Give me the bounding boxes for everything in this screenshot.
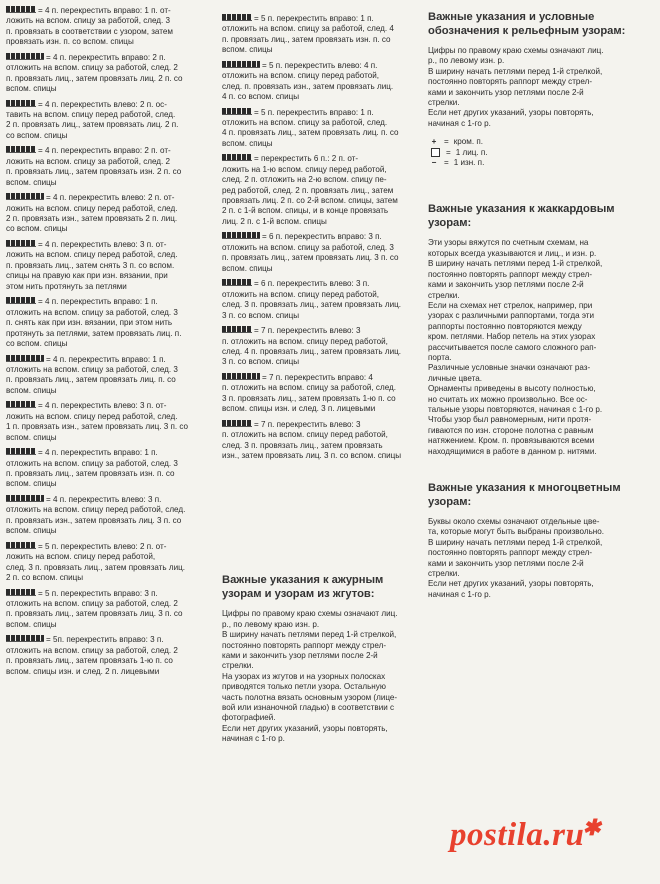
entry-text: ложить на вспом. спицу за работой, след. 2 xyxy=(6,156,171,166)
entry-text: = 4 п. перекрестить вправо: 1 п. xyxy=(38,448,158,458)
entry-text: ложить на вспом. спицу перед работой, след. xyxy=(6,411,178,421)
cable-symbol-entry xyxy=(6,146,210,188)
paragraph xyxy=(222,630,418,672)
paragraph xyxy=(428,384,652,415)
entry-text: отложить на вспом. спицу перед работой, xyxy=(222,289,380,299)
entry-text: = 4 п. перекрестить влево: 3 п. от- xyxy=(38,240,167,250)
entry-text: = 7 п. перекрестить влево: 3 xyxy=(254,326,361,336)
knit-cable-symbol-icon xyxy=(6,589,36,596)
entry-text: = 5 п. перекрестить влево: 4 п. xyxy=(262,60,378,70)
knit-cable-symbol-icon xyxy=(222,154,252,161)
entry-text: лиц. 2 п. с 1-й вспом. спицы xyxy=(222,216,327,226)
entry-text: отложить на вспом. спицу за работой, след. 2 xyxy=(6,63,178,73)
entry-text: = 4 п. перекрестить влево: 3 п. от- xyxy=(38,401,167,411)
knit-cable-symbol-icon xyxy=(6,542,36,549)
entry-text: п. провязать лиц., затем провязать изн. п. со xyxy=(222,34,391,44)
equals-sign: = xyxy=(444,137,449,147)
entry-text: след. 3 п. провязать лиц., затем провязать xyxy=(222,440,383,450)
knit-cable-symbol-icon xyxy=(222,326,252,333)
column-cable-legend-2 xyxy=(222,14,418,884)
text-line: начиная с 1-го р. xyxy=(222,734,285,744)
entry-text: вспом. спицы xyxy=(6,619,57,629)
text-line: Цифры по правому краю схемы означают лиц. xyxy=(428,46,604,55)
text-line: натяжением. Кром. п. провязываются всеми xyxy=(428,436,595,446)
purl-stitch-icon: − xyxy=(431,158,437,168)
text-line: которых всегда указываются и лиц., и изн. р. xyxy=(428,248,597,258)
section-heading xyxy=(222,573,418,601)
text-line: приводятся только петли узора. Остальную xyxy=(222,682,386,692)
entry-text: п. провязать лиц., затем провязать лиц. 3 п. со xyxy=(222,253,399,263)
entry-text: = 4 п. перекрестить вправо: 1 п. от- xyxy=(38,6,171,15)
paragraph xyxy=(428,301,652,363)
knit-cable-symbol-icon xyxy=(6,297,36,304)
entry-text: 3 п. со вспом. спицы xyxy=(222,357,300,367)
entry-text: = 4 п. перекрестить вправо: 1 п. xyxy=(38,297,158,307)
entry-text: вспом. спицы xyxy=(222,138,273,148)
watermark-logo xyxy=(450,815,601,854)
text-line: Если нет других указаний, узоры повторять, xyxy=(428,108,594,118)
paragraph xyxy=(428,517,652,538)
cable-symbol-entry xyxy=(6,53,210,95)
text-line: стрелки. xyxy=(428,569,460,579)
knit-cable-symbol-icon xyxy=(6,635,44,642)
column-instructions xyxy=(428,10,652,884)
relief-legend xyxy=(428,137,652,168)
text-line: но считать их можно произвольно. Все ос- xyxy=(428,394,588,404)
entry-text: след. 4 п. провязать лиц., затем провязать лиц. xyxy=(222,346,402,356)
knit-cable-symbol-icon xyxy=(222,232,260,239)
text-line: Эти узоры вяжутся по счетным схемам, на xyxy=(428,238,589,248)
entry-text: отложить на вспом. спицу за работой, след. 2 xyxy=(6,598,178,608)
text-line: ками и закончить узор петлями после 2-й xyxy=(428,87,584,97)
text-line: В ширину начать петлями перед 1-й стрелкой, xyxy=(428,66,603,76)
entry-text: вспом. спицы xyxy=(6,385,57,395)
cable-symbol-entry xyxy=(6,589,210,631)
cable-symbol-entry xyxy=(6,100,210,142)
paragraph xyxy=(222,609,418,630)
cable-symbol-entry xyxy=(222,61,418,103)
entry-text: 2 п. провязать лиц., затем провязать лиц. 2 п. xyxy=(6,120,179,130)
entry-text: п. отложить на вспом. спицу за работой, след. xyxy=(222,383,396,393)
knit-cable-symbol-icon xyxy=(222,61,260,68)
entry-text: тавить на вспом. спицу перед работой, след. xyxy=(6,110,176,120)
paragraph xyxy=(428,415,652,457)
entry-text: 3 п. провязать лиц., затем провязать 1-ю п. со xyxy=(222,393,396,403)
entry-text: = 6 п. перекрестить влево: 3 п. xyxy=(254,279,370,289)
text-line: постоянно повторять раппорт между стрел- xyxy=(428,548,593,558)
legend-text: 1 лиц. п. xyxy=(455,147,488,157)
paragraph xyxy=(428,363,652,384)
text-line: раппорты постоянно повторяются между xyxy=(428,321,582,331)
entry-text: п. провязать лиц., затем провязать 1-ю п. со xyxy=(6,656,173,666)
entry-text: 2 п. провязать изн., затем провязать 2 п. лиц. xyxy=(6,214,178,224)
cable-symbol-entry xyxy=(222,373,418,415)
entry-text: отложить на вспом. спицу за работой, след. 3 xyxy=(6,458,178,468)
entry-text: 4 п. со вспом. спицы xyxy=(222,92,300,102)
entry-text: 2 п. с 1-й вспом. спицы, и в конце провязать xyxy=(222,206,389,216)
heading-line: Важные указания к многоцветным xyxy=(428,482,621,494)
entry-text: вспом. спицы изн. и след. 2 п. лицевыми xyxy=(6,666,160,676)
cable-symbol-entry xyxy=(6,495,210,537)
paragraph xyxy=(222,724,418,745)
text-line: порта. xyxy=(428,352,452,362)
knit-cable-symbol-icon xyxy=(222,373,260,380)
knit-cable-symbol-icon xyxy=(6,193,44,200)
equals-sign: = xyxy=(446,147,451,157)
text-line: Различные условные значки означают раз- xyxy=(428,363,591,373)
text-line: рассчитывается после самого сложного рап- xyxy=(428,342,597,352)
cable-symbol-entry xyxy=(6,542,210,584)
heading-line: узорам: xyxy=(428,217,472,230)
knit-cable-symbol-icon xyxy=(222,420,252,427)
openwork-instructions xyxy=(222,573,418,744)
paragraph xyxy=(428,67,652,109)
equals-sign: = xyxy=(444,158,449,168)
entry-text: п. отложить на вспом. спицу перед работой, xyxy=(222,430,388,440)
text-line: ками и закончить узор петлями после 2-й xyxy=(428,280,584,290)
text-line: личные цвета. xyxy=(428,373,482,383)
entry-text: вспом. спицы xyxy=(6,177,57,187)
text-line: В ширину начать петлями перед 1-й стрелкой, xyxy=(428,259,603,269)
text-line: начиная с 1-го р. xyxy=(428,118,491,128)
entry-text: отложить на вспом. спицу за работой, след. 3 xyxy=(6,307,178,317)
heading-line: обозначения к рельефным узорам: xyxy=(428,25,626,37)
cable-symbol-entry xyxy=(222,232,418,274)
cable-symbol-entry xyxy=(6,6,210,48)
entry-text: 3 п. со вспом. спицы xyxy=(222,310,300,320)
text-line: В ширину начать петлями перед 1-й стрелкой, xyxy=(222,630,397,640)
heading-line: Важные указания и условные xyxy=(428,11,595,23)
entry-text: = 5 п. перекрестить влево: 2 п. от- xyxy=(38,541,167,551)
entry-text: ложить на 1-ю вспом. спицу перед работой, xyxy=(222,164,387,174)
cable-symbol-entry xyxy=(6,635,210,677)
entry-text: этом нить протянуть за петлями xyxy=(6,281,127,291)
legend-item xyxy=(428,148,652,158)
entry-text: 1 п. провязать изн., затем провязать лиц. 3 п. со xyxy=(6,422,189,432)
entry-text: = 7 п. перекрестить вправо: 4 xyxy=(262,372,373,382)
text-line: стрелки. xyxy=(428,98,460,108)
entry-text: ложить на вспом. спицу за работой, след. 3 xyxy=(6,16,171,26)
knit-cable-symbol-icon xyxy=(6,401,36,408)
entry-text: = 5п. перекрестить вправо: 3 п. xyxy=(46,635,164,645)
entry-text: = 6 п. перекрестить вправо: 3 п. xyxy=(262,232,382,242)
text-line: фотографией. xyxy=(222,713,276,723)
cable-symbol-entry xyxy=(222,14,418,56)
paragraph xyxy=(428,579,652,600)
knit-cable-symbol-icon xyxy=(6,355,44,362)
text-line: начиная с 1-го р. xyxy=(428,589,491,599)
entry-text: спицы на правую как при изн. вязании, при xyxy=(6,271,168,281)
entry-text: вспом. спицы xyxy=(6,432,57,442)
cable-symbol-entry xyxy=(6,448,210,490)
entry-text: п. провязать лиц., затем провязать лиц. 2 п. со xyxy=(6,73,183,83)
entry-text: = 5 п. перекрестить вправо: 3 п. xyxy=(38,588,158,598)
entry-text: п. провязать лиц., затем провязать изн. п. со xyxy=(6,468,175,478)
watermark-text: postila.ru xyxy=(450,817,585,853)
star-icon: ✱ xyxy=(582,815,602,840)
entry-text: = перекрестить 6 п.: 2 п. от- xyxy=(254,154,359,164)
legend-item xyxy=(428,158,652,168)
paragraph xyxy=(428,108,652,129)
entry-text: след. 3 п. провязать лиц., затем провязать лиц. xyxy=(6,562,186,572)
entry-text: отложить на вспом. спицу за работой, след. 3 xyxy=(222,242,394,252)
knit-cable-symbol-icon xyxy=(222,279,252,286)
entry-text: п. провязать изн., затем провязать лиц. 3 п. со xyxy=(6,515,182,525)
entry-text: ред работой, след. 2 п. провязать лиц., затем xyxy=(222,185,394,195)
entry-text: след. 3 п. провязать лиц., затем провязать лиц. xyxy=(222,300,402,310)
entry-text: п. снять как при изн. вязании, при этом нить xyxy=(6,318,173,328)
text-line: тальные узоры повторяются, начиная с 1-го р. xyxy=(428,404,603,414)
entry-text: провязать лиц. 2 п. со 2-й вспом. спицы, затем xyxy=(222,196,398,206)
heading-line: узорам: xyxy=(428,496,472,508)
jacquard-instructions xyxy=(428,202,652,457)
text-line: узорах с различными раппортами, тогда эти xyxy=(428,311,595,321)
paragraph xyxy=(428,259,652,301)
text-line: ками и закончить узор петлями после 2-й xyxy=(428,558,584,568)
legend-text: 1 изн. п. xyxy=(453,158,485,168)
paragraph xyxy=(428,238,652,259)
entry-text: след. п. провязать изн., затем провязать лиц. xyxy=(222,81,394,91)
knit-stitch-icon xyxy=(431,148,440,157)
knit-cable-symbol-icon xyxy=(222,14,252,21)
text-line: находящимися в работе в данном р. нитями. xyxy=(428,446,597,456)
entry-text: отложить на вспом. спицу за работой, след. 2 xyxy=(6,645,178,655)
entry-text: 4 п. провязать лиц., затем провязать лиц. п. со xyxy=(222,128,399,138)
text-line: Если нет других указаний, узоры повторять, xyxy=(428,579,594,589)
entry-text: п. провязать лиц., затем провязать лиц. п. со xyxy=(6,375,176,385)
edge-stitch-icon: + xyxy=(431,137,437,147)
text-line: ками и закончить узор петлями после 2-й xyxy=(222,650,378,660)
entry-text: 2 п. со вспом. спицы xyxy=(6,572,84,582)
multicolor-instructions xyxy=(428,481,652,600)
entry-text: ложить на вспом. спицу перед работой, xyxy=(6,552,156,562)
paragraph xyxy=(428,538,652,580)
entry-text: = 4 п. перекрестить влево: 3 п. xyxy=(46,494,162,504)
section-heading xyxy=(428,202,652,230)
entry-text: п. провязать лиц., затем провязать изн. 2 п. со xyxy=(6,167,182,177)
entry-text: = 4 п. перекрестить вправо: 2 п. от- xyxy=(38,146,171,156)
heading-line: Важные указания к жаккардовым xyxy=(428,203,615,216)
entry-text: = 4 п. перекрестить вправо: 2 п. xyxy=(46,52,166,62)
knit-cable-symbol-icon xyxy=(222,108,252,115)
text-line: Цифры по правому краю схемы означают лиц. xyxy=(222,609,398,619)
cable-symbol-entry xyxy=(222,154,418,227)
text-line: р., по левому изн. р. xyxy=(428,56,505,66)
knit-cable-symbol-icon xyxy=(6,53,44,60)
text-line: постоянно повторять раппорт между стрел- xyxy=(222,640,387,650)
knit-cable-symbol-icon xyxy=(6,6,36,13)
entry-text: вспом. спицы xyxy=(6,84,57,94)
entry-text: п. провязать в соответствии с узором, затем xyxy=(6,26,173,36)
entry-text: = 5 п. перекрестить вправо: 1 п. xyxy=(254,107,374,117)
heading-line: Важные указания к ажурным xyxy=(222,574,384,587)
text-line: постоянно повторять раппорт между стрел- xyxy=(428,77,593,87)
entry-text: = 4 п. перекрестить влево: 2 п. ос- xyxy=(38,99,167,109)
entry-text: протянуть за петлями, затем провязать лиц. п. xyxy=(6,328,182,338)
text-line: На узорах из жгутов и на узорных полосках xyxy=(222,671,386,681)
entry-text: ложить на вспом. спицу перед работой, след. xyxy=(6,203,178,213)
text-line: Если на схемах нет стрелок, например, при xyxy=(428,300,593,310)
entry-text: = 5 п. перекрестить вправо: 1 п. xyxy=(254,14,374,23)
entry-text: отложить на вспом. спицу за работой, след. xyxy=(222,118,388,128)
entry-text: отложить на вспом. спицу за работой, след. 4 xyxy=(222,24,394,34)
entry-text: след. 2 п. отложить на 2-ю вспом. спицу пе- xyxy=(222,175,387,185)
text-line: Чтобы узор был равномерным, нити протя- xyxy=(428,415,592,425)
entry-text: п. провязать лиц., затем снять 3 п. со вспом. xyxy=(6,260,175,270)
entry-text: ложить на вспом. спицу перед работой, след. xyxy=(6,250,178,260)
entry-text: вспом. спицы xyxy=(222,263,273,273)
entry-text: п. отложить на вспом. спицу перед работой, xyxy=(222,336,388,346)
entry-text: отложить на вспом. спицу за работой, след. 3 xyxy=(6,364,178,374)
text-line: р., по левому краю изн. р. xyxy=(222,619,320,629)
entry-text: = 4 п. перекрестить вправо: 1 п. xyxy=(46,354,166,364)
text-line: Орнаменты приведены в высоту полностью, xyxy=(428,384,596,394)
entry-text: со вспом. спицы xyxy=(6,130,68,140)
text-line: вой или изнаночной гладью) в соответствии с xyxy=(222,703,395,712)
entry-text: вспом. спицы xyxy=(222,45,273,55)
text-line: та, которые могут быть выбраны произвольно. xyxy=(428,527,605,537)
cable-symbol-entry xyxy=(6,240,210,292)
cable-symbol-entry xyxy=(6,355,210,397)
entry-text: вспом. спицы xyxy=(6,526,57,536)
column-cable-legend-1 xyxy=(6,6,210,884)
text-line: кром. петлями. Набор петель на этих узорах xyxy=(428,332,596,342)
text-line: стрелки. xyxy=(428,290,460,300)
entry-text: = 4 п. перекрестить влево: 2 п. от- xyxy=(46,193,175,203)
text-line: Буквы около схемы означают отдельные цве- xyxy=(428,517,600,526)
knit-cable-symbol-icon xyxy=(6,448,36,455)
text-line: постоянно повторять раппорт между стрел- xyxy=(428,269,593,279)
paragraph xyxy=(428,46,652,67)
entry-text: вспом. спицы xyxy=(6,479,57,489)
knit-cable-symbol-icon xyxy=(6,240,36,247)
section-heading xyxy=(428,481,652,509)
text-line: стрелки. xyxy=(222,661,254,671)
text-line: В ширину начать петлями перед 1-й стрелкой, xyxy=(428,537,603,547)
cable-symbol-entry xyxy=(6,401,210,443)
knit-cable-symbol-icon xyxy=(6,100,36,107)
entry-text: со вспом. спицы xyxy=(6,338,68,348)
legend-item xyxy=(428,137,652,147)
entry-text: провязать изн. п. со вспом. спицы xyxy=(6,37,134,47)
text-line: часть полотна вязать основным узором (лице- xyxy=(222,692,398,702)
legend-text: кром. п. xyxy=(453,137,483,147)
entry-text: п. провязать лиц., затем провязать лиц. 3 п. со xyxy=(6,609,183,619)
entry-text: изн., затем провязать лиц. 3 п. со вспом. спицы xyxy=(222,450,402,460)
cable-symbol-entry xyxy=(222,279,418,321)
entry-text: со вспом. спицы xyxy=(6,224,68,234)
paragraph xyxy=(222,672,418,724)
section-heading xyxy=(428,10,652,38)
relief-instructions xyxy=(428,10,652,168)
cable-symbol-entry xyxy=(222,326,418,368)
heading-line: узорам и узорам из жгутов: xyxy=(222,588,375,601)
text-line: гиваются по изн. стороне полотна с равным xyxy=(428,425,594,435)
knit-cable-symbol-icon xyxy=(6,146,36,153)
entry-text: вспом. спицы изн. и след. 3 п. лицевыми xyxy=(222,404,376,414)
cable-symbol-entry xyxy=(6,193,210,235)
cable-symbol-entry xyxy=(222,108,418,150)
cable-symbol-entry xyxy=(222,420,418,462)
text-line: Если нет других указаний, узоры повторять, xyxy=(222,723,388,733)
entry-text: отложить на вспом. спицу перед работой, xyxy=(222,71,380,81)
entry-text: отложить на вспом. спицу перед работой, след. xyxy=(6,505,186,515)
cable-symbol-entry xyxy=(6,297,210,349)
knit-cable-symbol-icon xyxy=(6,495,44,502)
entry-text: = 7 п. перекрестить влево: 3 xyxy=(254,419,361,429)
